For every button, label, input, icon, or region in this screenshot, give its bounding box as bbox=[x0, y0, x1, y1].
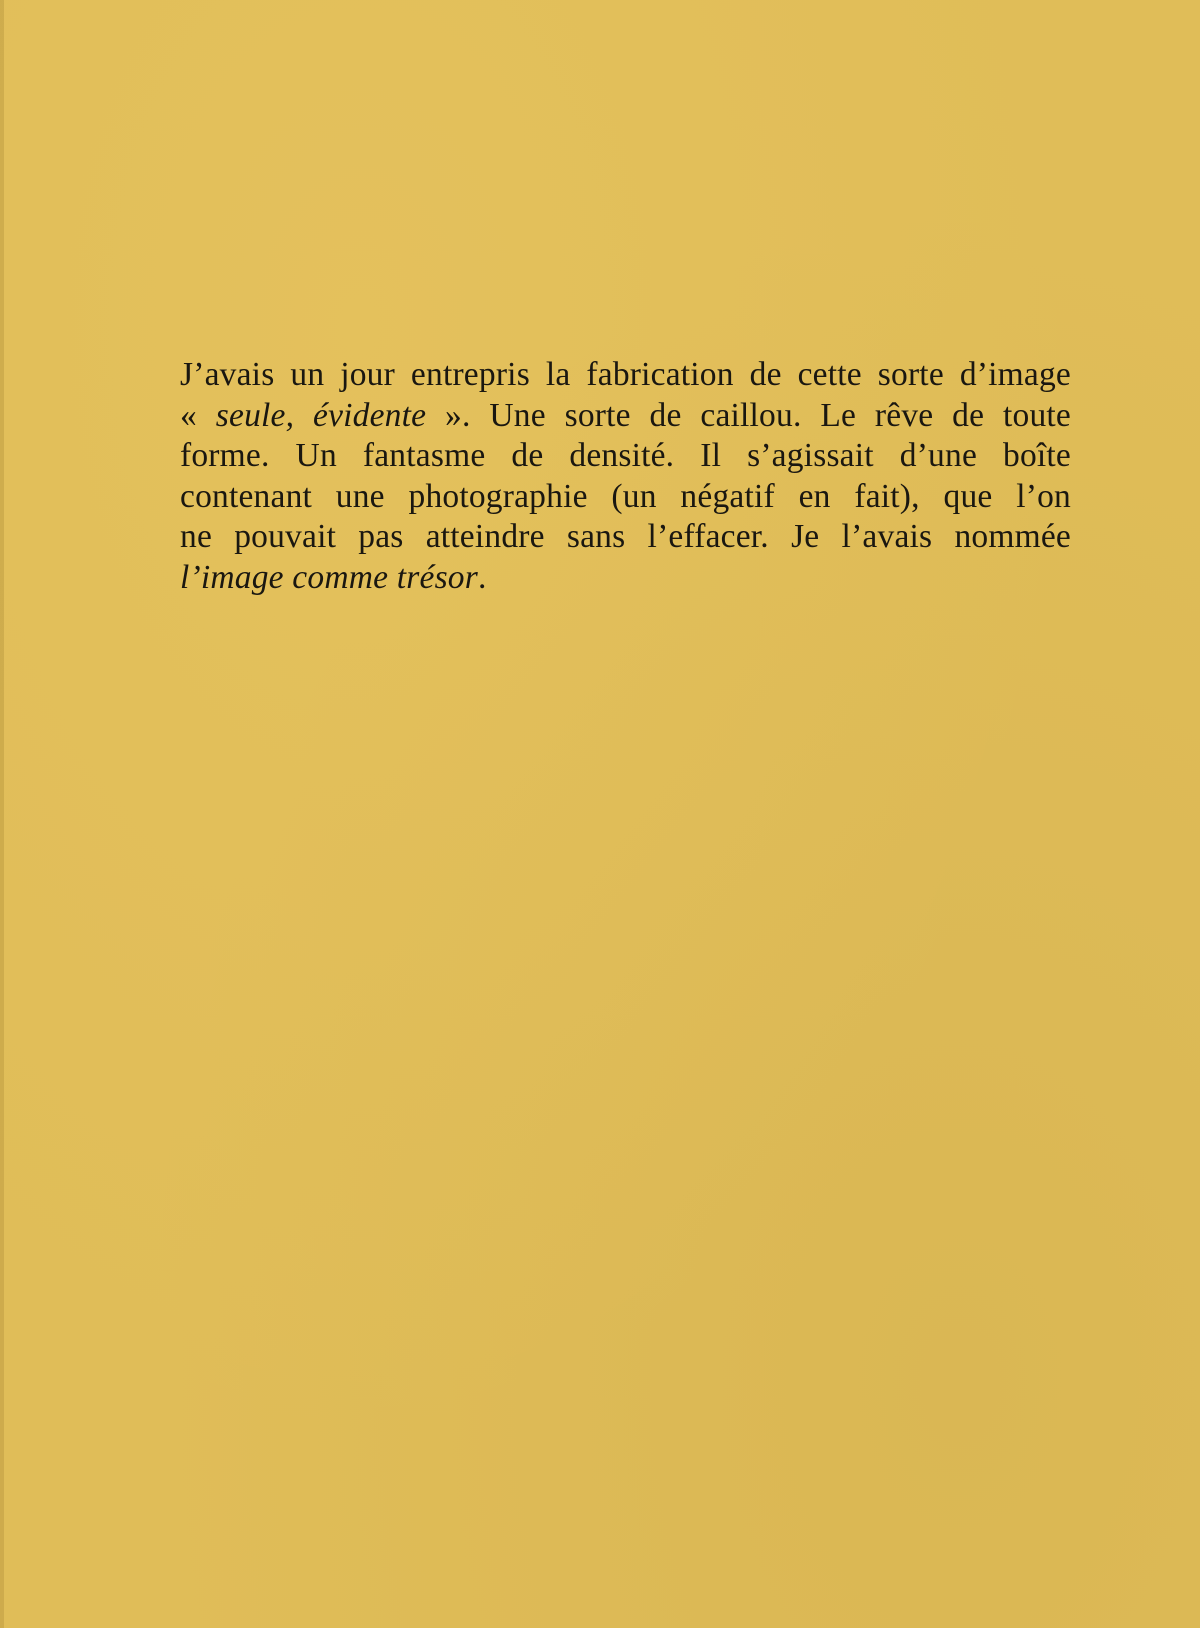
text-line: J’avais un jour entrepris la fabrication de cette sorte d’image bbox=[180, 356, 1071, 393]
text-line: forme. Un fantasme de densité. Il s’agissait d’une boîte bbox=[180, 437, 1071, 474]
open-quote: « bbox=[180, 396, 216, 434]
text-fragment: . bbox=[478, 558, 487, 596]
text-line bbox=[180, 396, 1071, 437]
italic-quote: seule, évidente bbox=[215, 396, 427, 434]
text-line: ne pouvait pas atteindre sans l’effacer. Je l’avais nommée bbox=[180, 518, 1071, 555]
text-line: contenant une photographie (un négatif en fait), que l’on bbox=[180, 477, 1071, 515]
page-edge bbox=[0, 0, 4, 1628]
text-fragment: ». Une sorte de caillou. Le rêve de toute bbox=[426, 396, 1071, 434]
italic-title: l’image comme trésor bbox=[180, 558, 478, 596]
text-line bbox=[180, 558, 1071, 599]
body-paragraph bbox=[180, 355, 1071, 598]
